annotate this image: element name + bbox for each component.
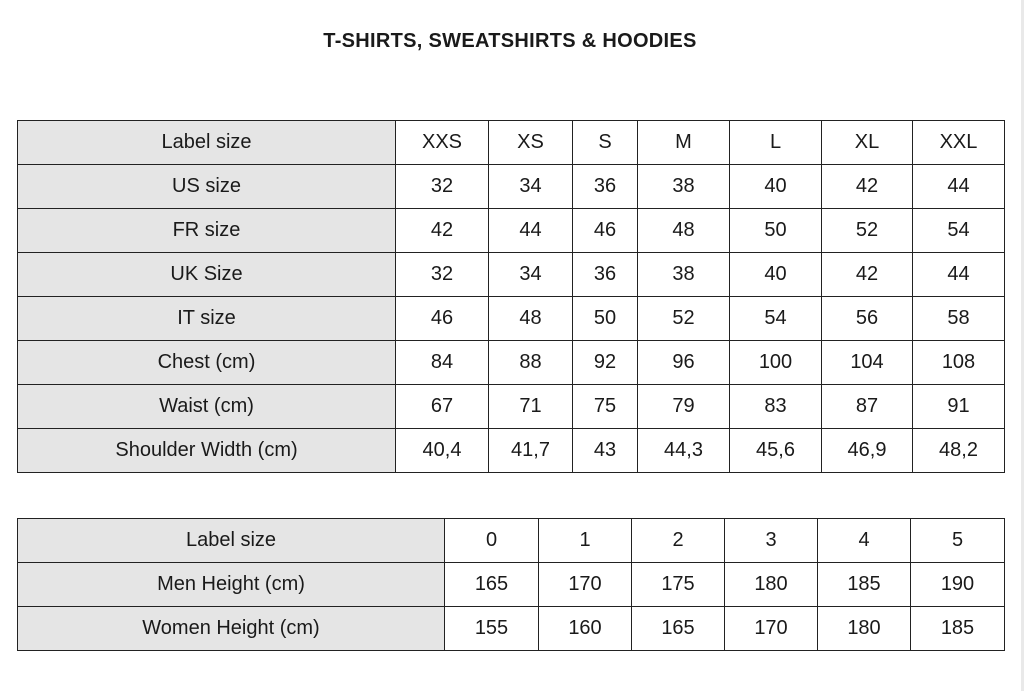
value-cell: 170 [539, 563, 632, 607]
value-cell: 54 [913, 209, 1005, 253]
row-header-cell: UK Size [18, 253, 396, 297]
row-header-cell: Shoulder Width (cm) [18, 429, 396, 473]
size-table-row [18, 253, 1005, 297]
size-table-row [18, 209, 1005, 253]
size-conversion-table [17, 120, 1005, 473]
value-cell: 42 [822, 165, 913, 209]
value-cell: 100 [730, 341, 822, 385]
value-cell: 54 [730, 297, 822, 341]
value-cell: 44 [489, 209, 573, 253]
value-cell: 165 [445, 563, 539, 607]
page-title: T-SHIRTS, SWEATSHIRTS & HOODIES [323, 30, 697, 52]
size-table-row [18, 341, 1005, 385]
value-cell: 36 [573, 165, 638, 209]
value-cell: 48 [638, 209, 730, 253]
size-table-body [18, 121, 1005, 473]
value-cell: 40 [730, 253, 822, 297]
value-cell: 40 [730, 165, 822, 209]
height-table-row [18, 519, 1005, 563]
value-cell: 79 [638, 385, 730, 429]
value-cell: XL [822, 121, 913, 165]
row-header-cell: Label size [18, 519, 445, 563]
value-cell: 83 [730, 385, 822, 429]
row-header-cell: IT size [18, 297, 396, 341]
value-cell: 2 [632, 519, 725, 563]
size-table-row [18, 297, 1005, 341]
value-cell: L [730, 121, 822, 165]
value-cell: 44,3 [638, 429, 730, 473]
value-cell: XS [489, 121, 573, 165]
value-cell: 40,4 [396, 429, 489, 473]
row-header-cell: Label size [18, 121, 396, 165]
value-cell: 75 [573, 385, 638, 429]
value-cell: 50 [573, 297, 638, 341]
value-cell: 3 [725, 519, 818, 563]
row-header-cell: Waist (cm) [18, 385, 396, 429]
value-cell: 41,7 [489, 429, 573, 473]
value-cell: 36 [573, 253, 638, 297]
size-table-row [18, 121, 1005, 165]
value-cell: 108 [913, 341, 1005, 385]
value-cell: 71 [489, 385, 573, 429]
value-cell: 87 [822, 385, 913, 429]
value-cell: S [573, 121, 638, 165]
value-cell: 92 [573, 341, 638, 385]
value-cell: 58 [913, 297, 1005, 341]
value-cell: XXS [396, 121, 489, 165]
size-table-row [18, 385, 1005, 429]
value-cell: 34 [489, 165, 573, 209]
size-table-row [18, 165, 1005, 209]
value-cell: 38 [638, 165, 730, 209]
height-table-row [18, 607, 1005, 651]
value-cell: 34 [489, 253, 573, 297]
value-cell: 0 [445, 519, 539, 563]
value-cell: 185 [818, 563, 911, 607]
row-header-cell: Men Height (cm) [18, 563, 445, 607]
value-cell: 48 [489, 297, 573, 341]
value-cell: M [638, 121, 730, 165]
value-cell: 170 [725, 607, 818, 651]
row-header-cell: FR size [18, 209, 396, 253]
value-cell: 104 [822, 341, 913, 385]
value-cell: 180 [725, 563, 818, 607]
value-cell: 46 [396, 297, 489, 341]
value-cell: 43 [573, 429, 638, 473]
value-cell: 180 [818, 607, 911, 651]
value-cell: 45,6 [730, 429, 822, 473]
value-cell: 48,2 [913, 429, 1005, 473]
value-cell: 1 [539, 519, 632, 563]
value-cell: 38 [638, 253, 730, 297]
value-cell: 56 [822, 297, 913, 341]
value-cell: 50 [730, 209, 822, 253]
row-header-cell: Women Height (cm) [18, 607, 445, 651]
value-cell: 52 [822, 209, 913, 253]
height-table [17, 518, 1005, 651]
value-cell: 46 [573, 209, 638, 253]
value-cell: 160 [539, 607, 632, 651]
value-cell: 42 [822, 253, 913, 297]
value-cell: 42 [396, 209, 489, 253]
value-cell: 175 [632, 563, 725, 607]
value-cell: 46,9 [822, 429, 913, 473]
value-cell: 88 [489, 341, 573, 385]
height-table-body [18, 519, 1005, 651]
value-cell: 84 [396, 341, 489, 385]
value-cell: 32 [396, 165, 489, 209]
row-header-cell: US size [18, 165, 396, 209]
value-cell: 44 [913, 165, 1005, 209]
value-cell: 5 [911, 519, 1005, 563]
value-cell: 32 [396, 253, 489, 297]
value-cell: 67 [396, 385, 489, 429]
value-cell: 185 [911, 607, 1005, 651]
value-cell: 52 [638, 297, 730, 341]
height-table-row [18, 563, 1005, 607]
row-header-cell: Chest (cm) [18, 341, 396, 385]
size-table-row [18, 429, 1005, 473]
value-cell: 4 [818, 519, 911, 563]
value-cell: 165 [632, 607, 725, 651]
value-cell: 91 [913, 385, 1005, 429]
value-cell: 155 [445, 607, 539, 651]
value-cell: 96 [638, 341, 730, 385]
value-cell: 44 [913, 253, 1005, 297]
value-cell: XXL [913, 121, 1005, 165]
value-cell: 190 [911, 563, 1005, 607]
